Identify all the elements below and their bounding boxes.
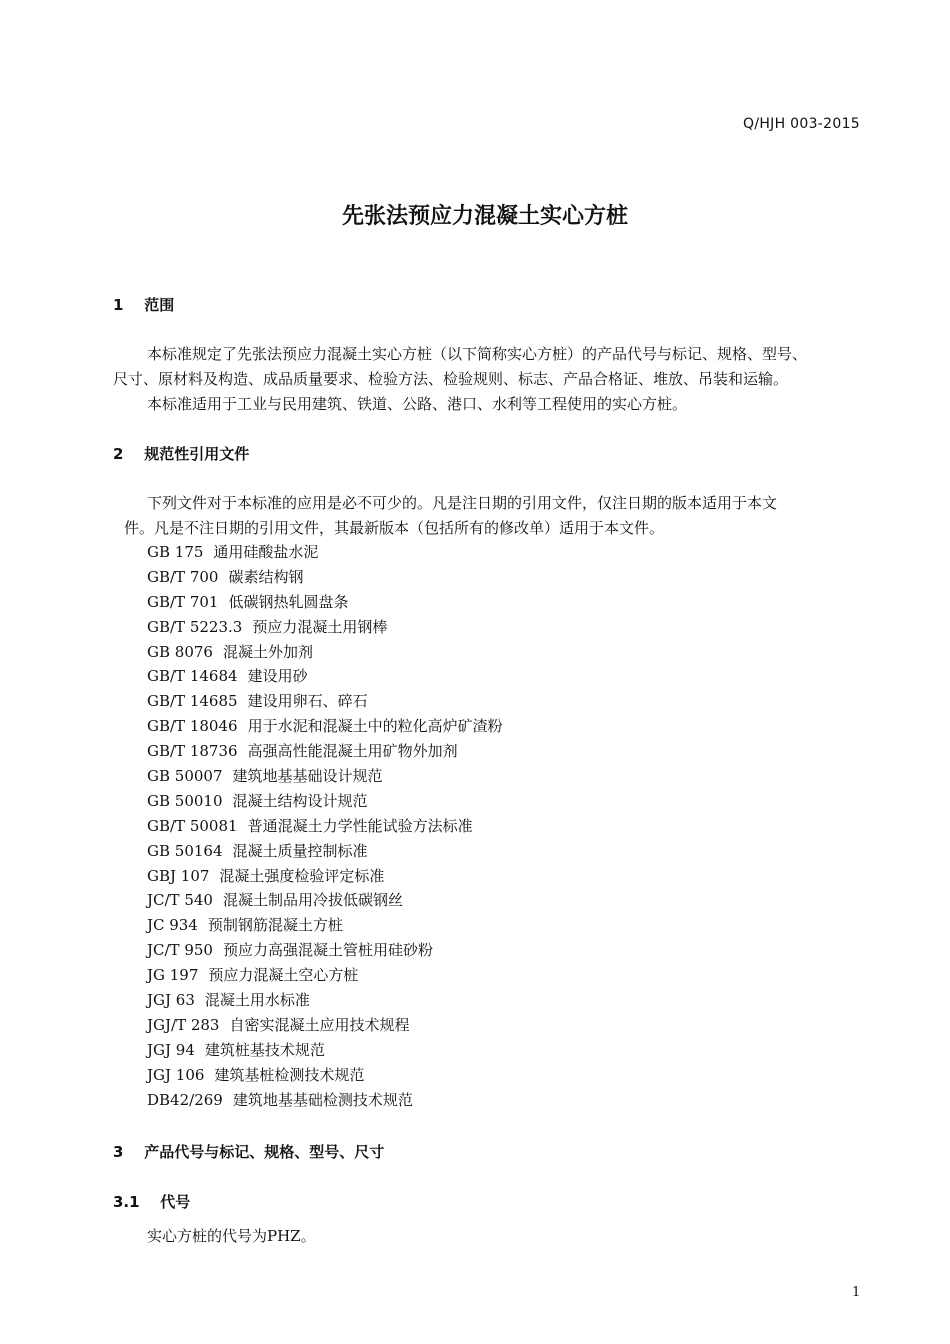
reference-title: 用于水泥和混凝土中的粒化高炉矿渣粉 bbox=[247, 717, 503, 736]
reference-title: 混凝土制品用冷拔低碳钢丝 bbox=[222, 891, 403, 910]
reference-item bbox=[147, 814, 503, 839]
references-intro-line-2: 件。凡是不注日期的引用文件，其最新版本（包括所有的修改单）适用于本文件。 bbox=[124, 519, 665, 537]
page-number: 1 bbox=[852, 1285, 861, 1300]
reference-title: 预应力混凝土空心方桩 bbox=[208, 966, 359, 985]
reference-code: GBJ 107 bbox=[147, 866, 210, 885]
section-number: 2 bbox=[113, 445, 124, 463]
reference-code: GB/T 18736 bbox=[147, 742, 238, 761]
reference-code: JG 197 bbox=[147, 966, 199, 985]
reference-code: GB/T 700 bbox=[147, 567, 219, 586]
reference-item bbox=[147, 615, 503, 640]
reference-title: 通用硅酸盐水泥 bbox=[213, 543, 319, 561]
references-intro-line-1: 下列文件对于本标准的应用是必不可少的。凡是注日期的引用文件，仅注日期的版本适用于本文 bbox=[147, 494, 778, 512]
section-2-heading bbox=[113, 443, 249, 464]
reference-item bbox=[147, 1038, 503, 1063]
reference-title: 预应力高强混凝土管桩用硅砂粉 bbox=[222, 941, 433, 960]
reference-item bbox=[147, 839, 503, 864]
reference-title: 混凝土强度检验评定标准 bbox=[219, 866, 385, 885]
reference-title: 建筑桩基技术规范 bbox=[204, 1040, 325, 1059]
scope-paragraph-1-line-2: 尺寸、原材料及构造、成品质量要求、检验方法、检验规则、标志、产品合格证、堆放、吊装和运输。 bbox=[113, 370, 789, 388]
reference-item bbox=[147, 565, 503, 590]
reference-item bbox=[147, 938, 503, 963]
reference-title: 碳素结构钢 bbox=[228, 567, 304, 586]
reference-code: JC/T 950 bbox=[147, 941, 213, 960]
reference-title: 混凝土质量控制标准 bbox=[232, 841, 368, 860]
subsection-number: 3.1 bbox=[113, 1193, 140, 1211]
reference-title: 预制钢筋混凝土方桩 bbox=[207, 916, 343, 935]
reference-title: 建筑地基基础检测技术规范 bbox=[232, 1090, 413, 1109]
reference-item bbox=[147, 664, 503, 689]
normative-reference-list bbox=[147, 540, 503, 1112]
subsection-3-1-heading bbox=[113, 1191, 190, 1212]
reference-title: 混凝土用水标准 bbox=[204, 991, 310, 1010]
reference-title: 混凝土外加剂 bbox=[222, 642, 313, 661]
reference-code: GB 175 bbox=[147, 543, 204, 561]
reference-item bbox=[147, 714, 503, 739]
section-title: 产品代号与标记、规格、型号、尺寸 bbox=[144, 1143, 385, 1161]
reference-title: 低碳钢热轧圆盘条 bbox=[228, 592, 349, 611]
reference-title: 混凝土结构设计规范 bbox=[232, 791, 368, 810]
reference-code: JGJ 106 bbox=[147, 1065, 205, 1084]
reference-code: JGJ/T 283 bbox=[147, 1015, 220, 1034]
reference-title: 建筑基桩检测技术规范 bbox=[214, 1065, 365, 1084]
reference-title: 建设用砂 bbox=[247, 667, 308, 686]
reference-title: 高强高性能混凝土用矿物外加剂 bbox=[247, 742, 458, 761]
reference-item bbox=[147, 1013, 503, 1038]
reference-item bbox=[147, 988, 503, 1013]
document-title: 先张法预应力混凝土实心方桩 bbox=[341, 204, 628, 229]
reference-item bbox=[147, 963, 503, 988]
section-1-heading bbox=[113, 294, 174, 315]
reference-code: JC 934 bbox=[147, 916, 198, 935]
reference-code: GB 50010 bbox=[147, 791, 223, 810]
reference-item bbox=[147, 540, 503, 565]
reference-item bbox=[147, 590, 503, 615]
scope-paragraph-1-line-1: 本标准规定了先张法预应力混凝土实心方桩（以下简称实心方桩）的产品代号与标记、规格、型号、 bbox=[147, 345, 808, 363]
reference-title: 自密实混凝土应用技术规程 bbox=[229, 1015, 410, 1034]
reference-item bbox=[147, 913, 503, 938]
reference-code: GB/T 18046 bbox=[147, 717, 238, 736]
document-code: Q/HJH 003-2015 bbox=[743, 116, 860, 132]
reference-code: JC/T 540 bbox=[147, 891, 213, 910]
reference-title: 建筑地基基础设计规范 bbox=[232, 767, 383, 786]
reference-item bbox=[147, 789, 503, 814]
reference-code: JGJ 63 bbox=[147, 991, 195, 1010]
section-number: 3 bbox=[113, 1143, 124, 1161]
reference-code: GB/T 14685 bbox=[147, 692, 238, 711]
reference-title: 建设用卵石、碎石 bbox=[247, 692, 368, 711]
reference-item bbox=[147, 739, 503, 764]
reference-item bbox=[147, 640, 503, 665]
reference-code: JGJ 94 bbox=[147, 1040, 195, 1059]
section-title: 范围 bbox=[144, 296, 175, 314]
section-number: 1 bbox=[113, 296, 124, 314]
reference-item bbox=[147, 1063, 503, 1088]
reference-item bbox=[147, 764, 503, 789]
section-3-heading bbox=[113, 1141, 384, 1162]
reference-code: GB 8076 bbox=[147, 642, 213, 661]
reference-item bbox=[147, 888, 503, 913]
reference-code: GB/T 5223.3 bbox=[147, 617, 243, 636]
scope-paragraph-2: 本标准适用于工业与民用建筑、铁道、公路、港口、水利等工程使用的实心方桩。 bbox=[147, 395, 688, 413]
reference-code: GB/T 50081 bbox=[147, 816, 238, 835]
reference-code: DB42/269 bbox=[147, 1090, 223, 1109]
reference-title: 预应力混凝土用钢棒 bbox=[252, 617, 388, 636]
reference-item bbox=[147, 1088, 503, 1113]
reference-code: GB/T 14684 bbox=[147, 667, 238, 686]
reference-title: 普通混凝土力学性能试验方法标准 bbox=[247, 816, 473, 835]
section-title: 规范性引用文件 bbox=[144, 445, 250, 463]
reference-item bbox=[147, 864, 503, 889]
reference-item bbox=[147, 689, 503, 714]
subsection-title: 代号 bbox=[160, 1193, 191, 1211]
reference-code: GB 50007 bbox=[147, 767, 223, 786]
reference-code: GB 50164 bbox=[147, 841, 223, 860]
code-definition-text: 实心方桩的代号为PHZ。 bbox=[147, 1227, 316, 1245]
reference-code: GB/T 701 bbox=[147, 592, 219, 611]
